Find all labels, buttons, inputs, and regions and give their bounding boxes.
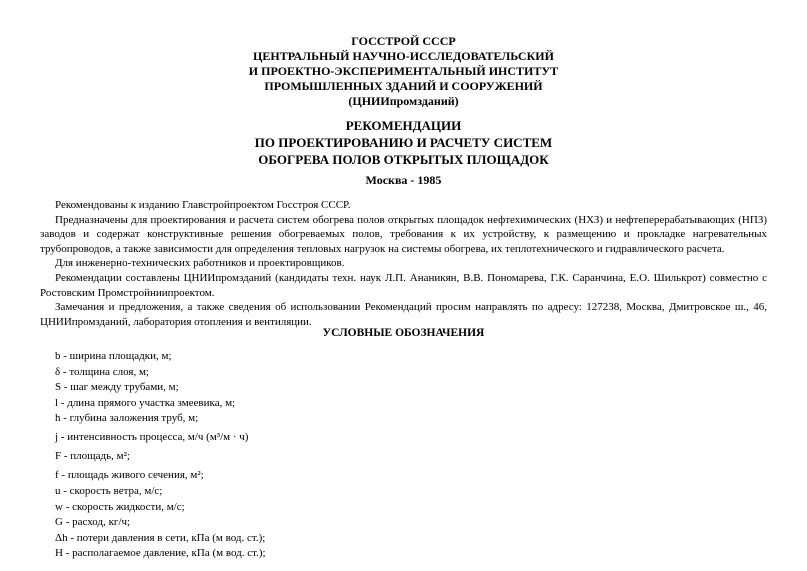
body-paragraph: Рекомендованы к изданию Главстройпроектом Госстроя СССР. xyxy=(55,199,351,211)
symbol-item: Δh - потери давления в сети, кПа (м вод. ст.); xyxy=(55,531,266,544)
org-line: ГОССТРОЙ СССР xyxy=(351,34,456,48)
symbol-item: F - площадь, м²; xyxy=(55,449,130,462)
title-line: РЕКОМЕНДАЦИИ xyxy=(345,118,462,133)
body-paragraph: Для инженерно-технических работников и проектировщиков. xyxy=(55,257,345,270)
symbol-item: h - глубина заложения труб, м; xyxy=(55,412,199,425)
symbols-heading: УСЛОВНЫЕ ОБОЗНАЧЕНИЯ xyxy=(322,327,485,339)
symbol-item: δ - толщина слоя, м; xyxy=(55,365,149,378)
org-line: (ЦНИИпромзданий) xyxy=(348,94,459,108)
body-paragraph: Предназначены для проектирования и расчета систем обогрева полов открытых площадок нефтехимических (НХЗ) и нефтеперерабатывающих (НПЗ) заводов и содержат конструктивные решения обогреваемых полов, требования к их устройству, к размещению и прокладке нагревательных трубопроводов, а также зависимости для определения тепловых нагрузок на системы обогрева, их теплотехнического и гидравлического расчета. xyxy=(40,213,767,255)
organization-header xyxy=(0,34,807,109)
document-title xyxy=(0,117,807,168)
symbol-item: b - ширина площадки, м; xyxy=(55,350,172,362)
document-body xyxy=(40,198,767,329)
symbol-item: H - располагаемое давление, кПа (м вод. ст.); xyxy=(55,547,266,560)
symbol-item: G - расход, кг/ч; xyxy=(55,516,131,529)
symbol-item: f - площадь живого сечения, м²; xyxy=(55,468,204,481)
org-line: ЦЕНТРАЛЬНЫЙ НАУЧНО-ИССЛЕДОВАТЕЛЬСКИЙ xyxy=(253,49,554,63)
title-line: ОБОГРЕВА ПОЛОВ ОТКРЫТЫХ ПЛОЩАДОК xyxy=(258,152,549,167)
org-line: ПРОМЫШЛЕННЫХ ЗДАНИЙ И СООРУЖЕНИЙ xyxy=(264,79,543,93)
symbol-item: w - скорость жидкости, м/с; xyxy=(55,500,185,513)
symbol-item: u - скорость ветра, м/с; xyxy=(55,484,163,497)
symbol-item: j - интенсивность процесса, м/ч (м³/м · ч) xyxy=(55,430,249,443)
symbol-item: l - длина прямого участка змеевика, м; xyxy=(55,396,236,409)
title-line: ПО ПРОЕКТИРОВАНИЮ И РАСЧЕТУ СИСТЕМ xyxy=(254,135,553,150)
city-year: Москва - 1985 xyxy=(365,173,442,187)
body-paragraph: Замечания и предложения, а также сведения об использовании Рекомендаций просим направлять по адресу: 127238, Москва, Дмитровское ш., 46, ЦНИИпромзданий, лаборатория отопления и вентиляции. xyxy=(40,301,767,328)
org-line: И ПРОЕКТНО-ЭКСПЕРИМЕНТАЛЬНЫЙ ИНСТИТУТ xyxy=(248,64,559,78)
body-paragraph: Рекомендации составлены ЦНИИпромзданий (кандидаты техн. наук Л.П. Ананикян, В.В. Пономарева, Г.К. Саранчина, Е.О. Шилькрот) совместно с Ростовским Промстройниипроектом. xyxy=(40,271,767,299)
symbol-item: S - шаг между трубами, м; xyxy=(55,381,179,394)
symbols-list xyxy=(55,349,655,562)
